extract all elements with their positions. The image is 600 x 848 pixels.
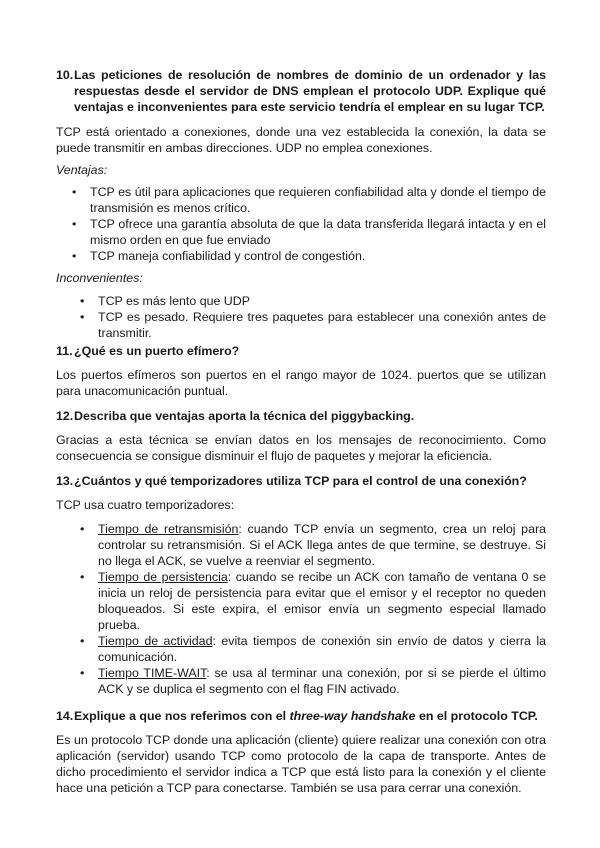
- timer-term: Tiempo TIME-WAIT: [98, 666, 207, 680]
- inconvenientes-label: Inconvenientes:: [56, 271, 143, 285]
- timer-desc: : cuando TCP envía un segmento, crea un reloj para controlar su retransmisión. Si el ACK llega antes de que termine, se destruye. Si no llega el ACK, se vuelve a reenviar el segmento.: [98, 522, 546, 568]
- list-item: • TCP ofrece una garantía absoluta de que la data transferida llegará intacta y en el mismo orden en que fue enviado: [56, 216, 546, 248]
- question-text: Describa que ventajas aporta la técnica del piggybacking.: [74, 409, 415, 423]
- ventajas-label: Ventajas:: [56, 163, 108, 177]
- question-13-intro: TCP usa cuatro temporizadores:: [56, 498, 235, 512]
- list-item: • TCP maneja confiabilidad y control de congestión.: [56, 248, 546, 264]
- question-12-answer: Gracias a esta técnica se envían datos en los mensajes de reconocimiento. Como consecuencia se consigue disminuir el flujo de paquetes y mejorar la eficiencia.: [56, 433, 546, 463]
- question-12-heading: [56, 408, 546, 424]
- question-text: [74, 708, 546, 724]
- question-text: Las peticiones de resolución de nombres de dominio de un ordenador y las respuestas desde el servidor de DNS emplean el protocolo UDP. Explique qué ventajas e inconvenientes para este servicio tendría el emplear en su lugar TCP.: [74, 68, 546, 114]
- question-14-answer: Es un protocolo TCP donde una aplicación (cliente) quiere realizar una conexión con otra aplicación (servidor) usando TCP como protocolo de la capa de transporte. Antes de dicho procedimiento el servidor indica a TCP que está listo para la conexión y el cliente hace una petición a TCP para conectarse. También se usa para cerrar una conexión.: [56, 733, 546, 795]
- inconvenientes-list: [56, 293, 546, 341]
- question-11-heading: [56, 343, 546, 359]
- list-item: [56, 521, 546, 569]
- question-text: ¿Qué es un puerto efímero?: [74, 344, 240, 358]
- question-number: 10.: [56, 68, 74, 82]
- question-text-italic: three-way handshake: [289, 709, 416, 723]
- list-item: • TCP es útil para aplicaciones que requieren confiabilidad alta y donde el tiempo de transmisión es menos crítico.: [56, 184, 546, 216]
- list-item: [56, 633, 546, 665]
- question-number: 11.: [56, 344, 73, 358]
- list-item: • TCP es más lento que UDP: [56, 293, 546, 309]
- question-text: ¿Cuántos y qué temporizadores utiliza TCP para el control de una conexión?: [74, 474, 527, 488]
- timer-term: Tiempo de persistencia: [98, 570, 228, 584]
- timer-term: Tiempo de retransmisión: [98, 522, 239, 536]
- timer-desc: : evita tiempos de conexión sin envío de datos y cierra la comunicación.: [98, 634, 546, 664]
- question-text-part: en el protocolo TCP.: [415, 709, 538, 723]
- ventajas-list: [56, 184, 546, 264]
- timer-desc: : se usa al terminar una conexión, por si se pierde el último ACK y se duplica el segmento con el flag FIN activado.: [98, 666, 547, 696]
- document-content: [56, 67, 546, 796]
- question-10-answer: TCP está orientado a conexiones, donde una vez establecida la conexión, la data se puede transmitir en ambas direcciones. UDP no emplea conexiones.: [56, 125, 546, 155]
- timers-list: [56, 521, 546, 697]
- list-item: [56, 665, 546, 697]
- question-10-heading: [56, 67, 546, 115]
- list-item: • TCP es pesado. Requiere tres paquetes para establecer una conexión antes de transmitir.: [56, 309, 546, 341]
- question-number: 12.: [56, 409, 74, 423]
- question-13-heading: [56, 473, 546, 489]
- question-text-part: Explique a que nos referimos con el: [74, 709, 290, 723]
- question-14-heading: [56, 708, 546, 724]
- question-number: 14.: [56, 709, 74, 723]
- timer-term: Tiempo de actividad: [98, 634, 213, 648]
- timer-desc: : cuando se recibe un ACK con tamaño de ventana 0 se inicia un reloj de persistencia para evitar que el emisor y el receptor no queden bloqueados. Si este expira, el emisor envía un segmento especial llamado prueba.: [98, 570, 547, 632]
- list-item: [56, 569, 546, 633]
- question-11-answer: Los puertos efímeros son puertos en el rango mayor de 1024. puertos que se utilizan para unacomunicación puntual.: [56, 368, 546, 398]
- question-number: 13.: [56, 474, 74, 488]
